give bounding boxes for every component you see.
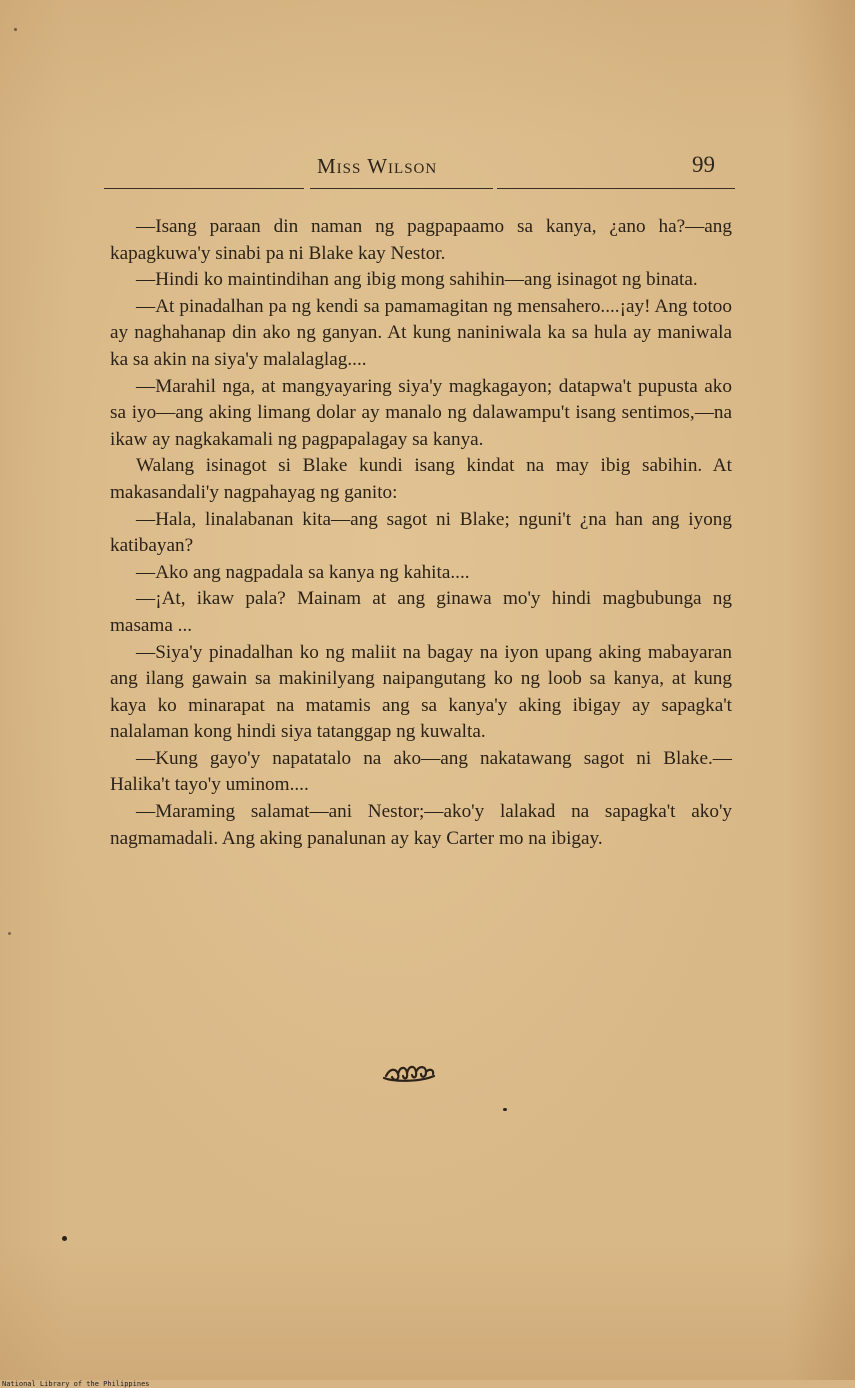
body-text: [110, 214, 732, 852]
paragraph: —¡At, ikaw pala? Mainam at ang ginawa mo'y hindi magbubunga ng masama ...: [110, 588, 732, 636]
paragraph: —Maraming salamat—ani Nestor;—ako'y lalakad na sapagka't ako'y nagmamadali. Ang aking panalunan ay kay Carter mo na ibigay.: [110, 801, 732, 849]
paragraph: Walang isinagot si Blake kundi isang kindat na may ibig sabihin. At makasandali'y nagpahayag ng ganito:: [110, 455, 732, 503]
footer-credit: National Library of the Philippines: [2, 1380, 150, 1388]
paper-speck: [62, 1236, 67, 1241]
running-head-title: Miss Wilson: [317, 154, 438, 178]
paragraph: —Hindi ko maintindihan ang ibig mong sahihin—ang isinagot ng binata.: [136, 269, 698, 291]
paragraph: —Marahil nga, at mangyayaring siya'y magkagayon; datapwa't pupusta ako sa iyo—ang aking limang dolar ay manalo ng dalawampu't isang sentimos,—na ikaw ay nagkakamali ng pagpapalagay sa kanya.: [110, 375, 732, 450]
paragraph: —Ako ang nagpadala sa kanya ng kahita....: [136, 561, 470, 583]
floral-tailpiece-icon: [380, 1060, 440, 1086]
paper-speck: [8, 932, 11, 935]
running-head: [105, 152, 735, 186]
header-rule: [104, 188, 304, 189]
header-rule: [497, 188, 735, 189]
paragraph: —Isang paraan din naman ng pagpapaamo sa kanya, ¿ano ha?—ang kapagkuwa'y sinabi pa ni Blake kay Nestor.: [110, 216, 732, 264]
page-number: 99: [692, 152, 715, 177]
paper-speck: [14, 28, 17, 31]
paper-speck: [503, 1108, 507, 1111]
paragraph: —Siya'y pinadalhan ko ng maliit na bagay na iyon upang aking mabayaran ang ilang gawain sa makinilyang naipangutang ko ng loob sa kanya, at kung kaya ko minarapat na matamis ang sa kanya'y aking ibigay ay sapagka't nalalaman kong hindi siya tatanggap ng kuwalta.: [110, 641, 732, 743]
paragraph: —At pinadalhan pa ng kendi sa pamamagitan ng mensahero....¡ay! Ang totoo ay naghahanap din ako ng ganyan. At kung naniniwala ka sa hula ay maniwala ka sa akin na siya'y malalaglag....: [110, 295, 732, 370]
paragraph: —Hala, linalabanan kita—ang sagot ni Blake; nguni't ¿na han ang iyong katibayan?: [110, 508, 732, 557]
header-rule: [310, 188, 493, 189]
paragraph: —Kung gayo'y napatatalo na ako—ang nakatawang sagot ni Blake.—Halika't tayo'y uminom....: [110, 747, 732, 796]
